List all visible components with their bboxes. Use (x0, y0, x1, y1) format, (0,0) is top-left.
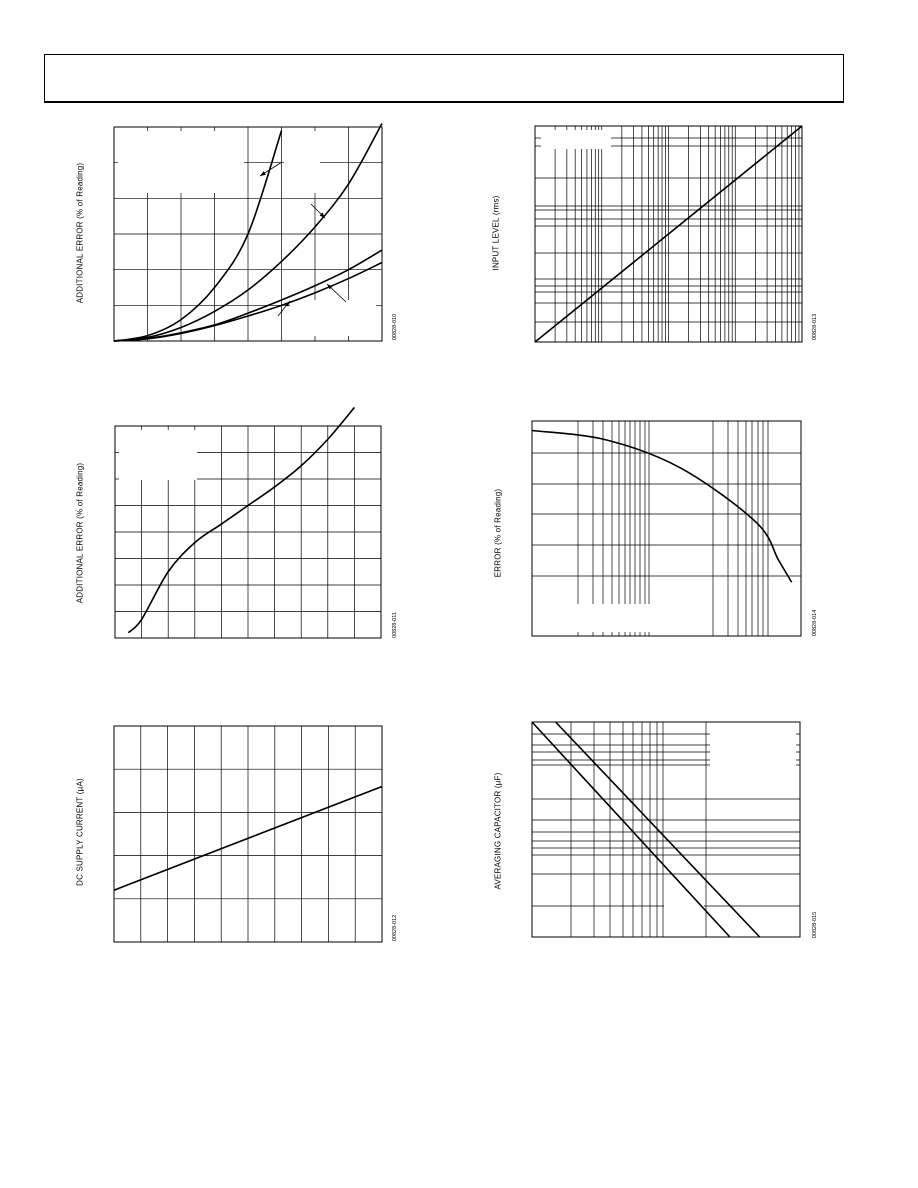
chart-6-figure-number: 00828-015 (812, 911, 818, 939)
chart-1-figure-number: 00828-010 (392, 313, 398, 341)
chart-1-ylabel: ADDITIONAL ERROR (% of Reading) (75, 162, 85, 304)
chart-5-figure-number: 00828-012 (392, 914, 398, 942)
data-line-capacitor-1 (532, 722, 730, 937)
chart-4-figure-number: 00828-014 (812, 609, 818, 637)
chart-5-ylabel: DC SUPPLY CURRENT (µA) (75, 778, 85, 886)
chart-3-figure-number: 00828-011 (392, 612, 398, 638)
legend-area (710, 726, 796, 766)
chart-4-ylabel: ERROR (% of Reading) (493, 488, 503, 578)
legend-area (664, 898, 704, 918)
chart-2-ylabel: INPUT LEVEL (rms) (491, 195, 501, 271)
chart-3-ylabel: ADDITIONAL ERROR (% of Reading) (75, 462, 85, 604)
chart-2-figure-number: 00828-013 (812, 313, 818, 341)
chart-6-ylabel: AVERAGING CAPACITOR (µF) (493, 772, 503, 890)
